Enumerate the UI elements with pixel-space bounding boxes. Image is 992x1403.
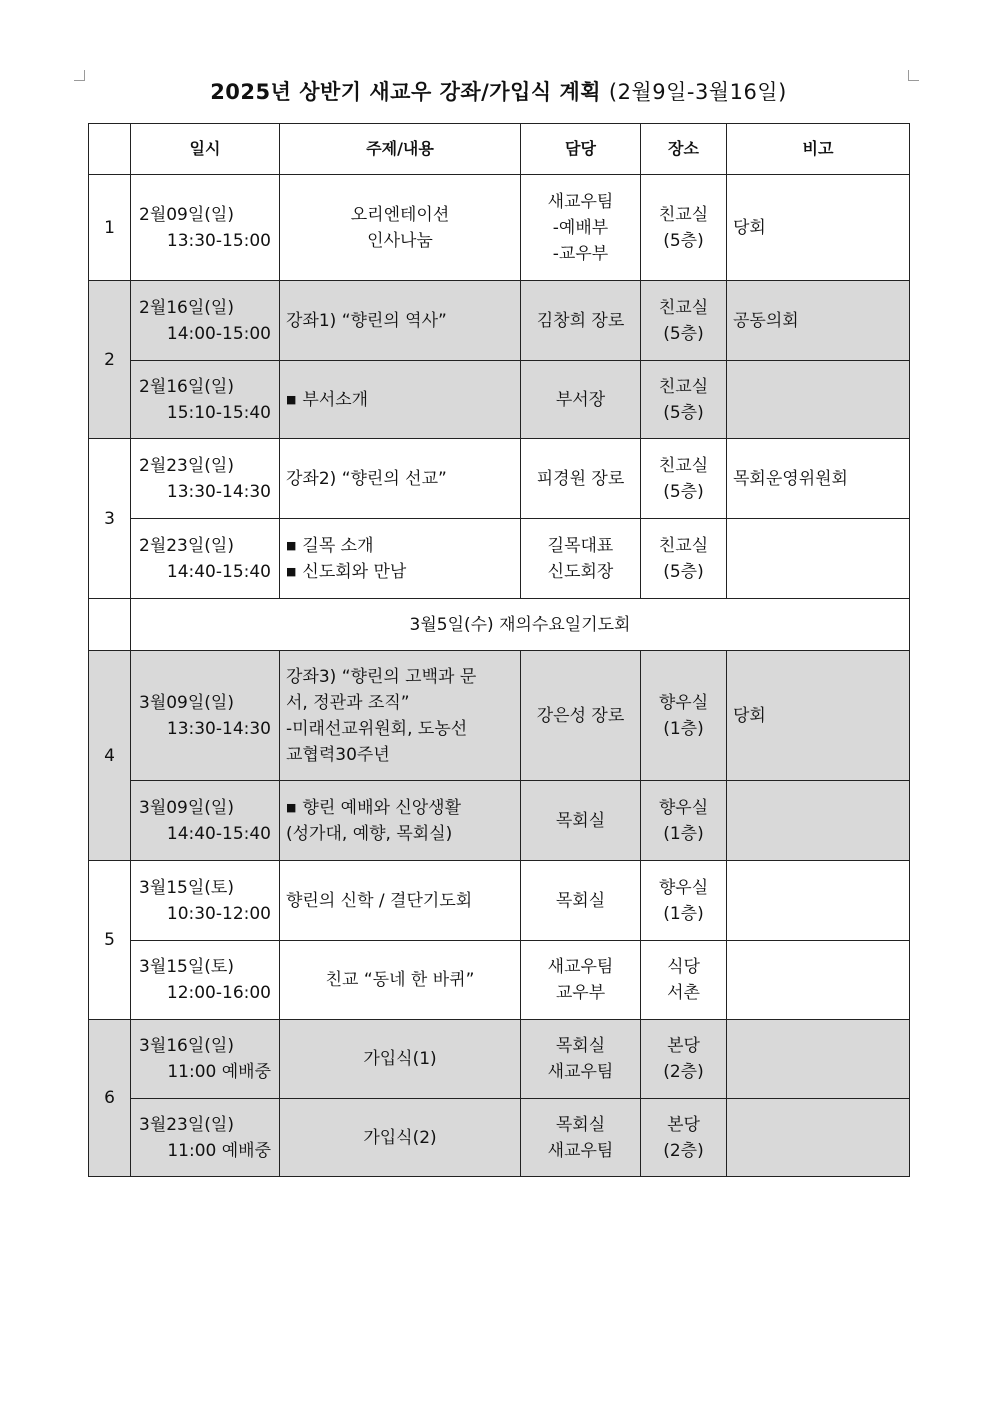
session-place	[641, 519, 727, 599]
lead-line: 길목대표	[547, 535, 614, 556]
place-name: 친교실	[658, 204, 709, 225]
session-lead	[521, 281, 641, 361]
lead-line: 목회실	[555, 810, 606, 831]
topic-text: 길목 소개	[302, 535, 374, 556]
session-lead	[521, 519, 641, 599]
session-topic	[280, 1099, 521, 1177]
session-datetime	[131, 361, 280, 439]
title-period: (2월9일-3월16일)	[608, 80, 787, 104]
place-floor: (1층)	[663, 718, 704, 739]
session-place	[641, 941, 727, 1020]
topic-line	[286, 387, 514, 413]
topic-line: 인사나눔	[367, 230, 433, 251]
session-note	[727, 519, 910, 599]
session-date: 2월23일(일)	[139, 535, 234, 556]
table-row	[89, 941, 910, 1020]
session-place	[641, 1099, 727, 1177]
place-floor: (5층)	[663, 561, 704, 582]
lead-line: 새교우팀	[547, 191, 614, 212]
topic-text: 신도회와 만남	[302, 561, 407, 582]
topic-text: 부서소개	[302, 389, 369, 410]
session-place	[641, 175, 727, 281]
session-datetime	[131, 861, 280, 941]
session-place	[641, 651, 727, 781]
special-event: 3월5일(수) 재의수요일기도회	[131, 599, 910, 651]
empty-number-cell	[89, 599, 131, 651]
session-time: 14:40-15:40	[166, 561, 271, 582]
place-name: 친교실	[658, 455, 709, 476]
lead-line: 부서장	[555, 389, 606, 410]
session-note: 목회운영위원회	[727, 439, 910, 519]
topic-line: 교협력30주년	[286, 744, 390, 765]
place-name: 식당	[667, 957, 700, 977]
session-date: 2월16일(일)	[139, 297, 234, 318]
bullet-icon: ■	[286, 564, 297, 578]
session-note: 당회	[727, 651, 910, 781]
topic-line	[286, 533, 514, 559]
session-time: 13:30-14:30	[166, 718, 271, 739]
session-date: 3월09일(일)	[139, 692, 234, 713]
place-floor: (5층)	[663, 323, 704, 344]
session-lead	[521, 175, 641, 281]
session-topic	[280, 281, 521, 361]
topic-line: -미래선교위원회, 도농선	[286, 718, 468, 739]
lead-line: 교우부	[555, 983, 606, 1003]
session-time: 12:00-16:00	[166, 983, 271, 1003]
session-datetime	[131, 281, 280, 361]
session-datetime	[131, 651, 280, 781]
session-datetime	[131, 439, 280, 519]
document-title	[88, 76, 909, 106]
table-row	[89, 599, 910, 651]
session-note	[727, 861, 910, 941]
session-note	[727, 1099, 910, 1177]
topic-line: 오리엔테이션	[350, 204, 450, 225]
session-time: 11:00 예배중	[167, 1062, 271, 1082]
session-time: 13:30-14:30	[166, 481, 271, 502]
session-number: 1	[89, 175, 131, 281]
session-topic	[280, 361, 521, 439]
session-topic	[280, 1020, 521, 1099]
lead-line: 목회실	[555, 890, 606, 911]
session-topic	[280, 519, 521, 599]
lead-line: -예배부	[552, 217, 609, 238]
table-row	[89, 519, 910, 599]
lead-line: 목회실	[555, 1114, 606, 1135]
session-date: 3월16일(일)	[139, 1036, 234, 1056]
session-time: 10:30-12:00	[166, 903, 271, 924]
header-topic: 주제/내용	[280, 124, 521, 175]
session-lead	[521, 781, 641, 861]
session-datetime	[131, 175, 280, 281]
topic-line: 강좌2) “향린의 선교”	[286, 468, 447, 489]
table-row	[89, 781, 910, 861]
topic-line: 강좌1) “향린의 역사”	[286, 310, 447, 331]
place-floor: 서촌	[667, 983, 700, 1003]
bullet-icon: ■	[286, 538, 297, 552]
session-number: 2	[89, 281, 131, 439]
place-name: 향우실	[658, 877, 709, 898]
session-date: 2월23일(일)	[139, 455, 234, 476]
topic-line	[286, 795, 514, 821]
topic-line: 향린의 신학 / 결단기도회	[286, 890, 473, 911]
session-topic	[280, 941, 521, 1020]
session-place	[641, 439, 727, 519]
lead-line: 강은성 장로	[536, 705, 625, 726]
header-row	[89, 124, 910, 175]
session-note: 공동의회	[727, 281, 910, 361]
header-note: 비고	[727, 124, 910, 175]
place-name: 본당	[667, 1114, 700, 1135]
place-floor: (5층)	[663, 481, 704, 502]
session-place	[641, 361, 727, 439]
bullet-icon: ■	[286, 392, 297, 406]
session-time: 15:10-15:40	[166, 402, 271, 423]
table-row	[89, 861, 910, 941]
schedule-table	[88, 123, 910, 1177]
session-topic	[280, 781, 521, 861]
session-time: 14:40-15:40	[166, 823, 271, 844]
place-floor: (1층)	[663, 903, 704, 924]
lead-line: 피경원 장로	[536, 468, 625, 489]
page-corner-mark-left	[74, 70, 85, 81]
session-lead	[521, 361, 641, 439]
place-floor: (1층)	[663, 823, 704, 844]
lead-line: 신도회장	[547, 561, 614, 582]
session-datetime	[131, 519, 280, 599]
session-topic	[280, 175, 521, 281]
header-place: 장소	[641, 124, 727, 175]
lead-line: 목회실	[555, 1036, 606, 1056]
session-place	[641, 281, 727, 361]
session-datetime	[131, 1099, 280, 1177]
table-row	[89, 361, 910, 439]
session-time: 14:00-15:00	[166, 323, 271, 344]
session-lead	[521, 651, 641, 781]
lead-line: 새교우팀	[547, 1062, 614, 1082]
session-datetime	[131, 781, 280, 861]
place-floor: (2층)	[663, 1140, 704, 1161]
header-lead: 담당	[521, 124, 641, 175]
topic-line	[286, 559, 514, 585]
table-row	[89, 175, 910, 281]
table-row	[89, 1099, 910, 1177]
session-date: 3월09일(일)	[139, 797, 234, 818]
session-datetime	[131, 1020, 280, 1099]
header-number	[89, 124, 131, 175]
topic-text: 향린 예배와 신앙생활	[302, 797, 462, 818]
lead-line: 김창희 장로	[536, 310, 625, 331]
session-time: 11:00 예배중	[167, 1140, 271, 1161]
lead-line: -교우부	[552, 243, 609, 264]
topic-line: 서, 정관과 조직”	[286, 692, 410, 713]
session-lead	[521, 1020, 641, 1099]
topic-line: 가입식(1)	[363, 1049, 437, 1069]
session-note	[727, 941, 910, 1020]
session-place	[641, 781, 727, 861]
session-time: 13:30-15:00	[166, 230, 271, 251]
session-topic	[280, 439, 521, 519]
place-floor: (5층)	[663, 402, 704, 423]
lead-line: 새교우팀	[547, 1140, 614, 1161]
session-note	[727, 1020, 910, 1099]
session-place	[641, 1020, 727, 1099]
session-note	[727, 361, 910, 439]
session-date: 3월15일(토)	[139, 877, 234, 898]
lead-line: 새교우팀	[547, 957, 614, 977]
session-date: 2월09일(일)	[139, 204, 234, 225]
session-note	[727, 781, 910, 861]
session-topic	[280, 861, 521, 941]
table-row	[89, 281, 910, 361]
title-text: 2025년 상반기 새교우 강좌/가입식 계획	[210, 80, 602, 104]
header-datetime: 일시	[131, 124, 280, 175]
session-date: 3월15일(토)	[139, 957, 234, 977]
session-topic	[280, 651, 521, 781]
place-name: 향우실	[658, 797, 709, 818]
session-date: 3월23일(일)	[139, 1114, 234, 1135]
place-floor: (2층)	[663, 1062, 704, 1082]
session-number: 5	[89, 861, 131, 1020]
table-row	[89, 651, 910, 781]
page-corner-mark-right	[908, 70, 919, 81]
session-place	[641, 861, 727, 941]
session-lead	[521, 941, 641, 1020]
topic-line: 친교 “동네 한 바퀴”	[325, 970, 475, 990]
bullet-icon: ■	[286, 800, 297, 814]
session-note: 당회	[727, 175, 910, 281]
place-name: 친교실	[658, 297, 709, 318]
topic-line: 가입식(2)	[363, 1127, 437, 1148]
session-datetime	[131, 941, 280, 1020]
session-number: 6	[89, 1020, 131, 1177]
place-name: 친교실	[658, 376, 709, 397]
session-number: 3	[89, 439, 131, 599]
topic-line: 강좌3) “향린의 고백과 문	[286, 666, 477, 687]
session-lead	[521, 861, 641, 941]
session-lead	[521, 439, 641, 519]
place-name: 향우실	[658, 692, 709, 713]
session-lead	[521, 1099, 641, 1177]
table-row	[89, 1020, 910, 1099]
place-floor: (5층)	[663, 230, 704, 251]
session-number: 4	[89, 651, 131, 861]
session-date: 2월16일(일)	[139, 376, 234, 397]
place-name: 친교실	[658, 535, 709, 556]
table-row	[89, 439, 910, 519]
place-name: 본당	[667, 1036, 700, 1056]
topic-line: (성가대, 예향, 목회실)	[286, 823, 453, 844]
